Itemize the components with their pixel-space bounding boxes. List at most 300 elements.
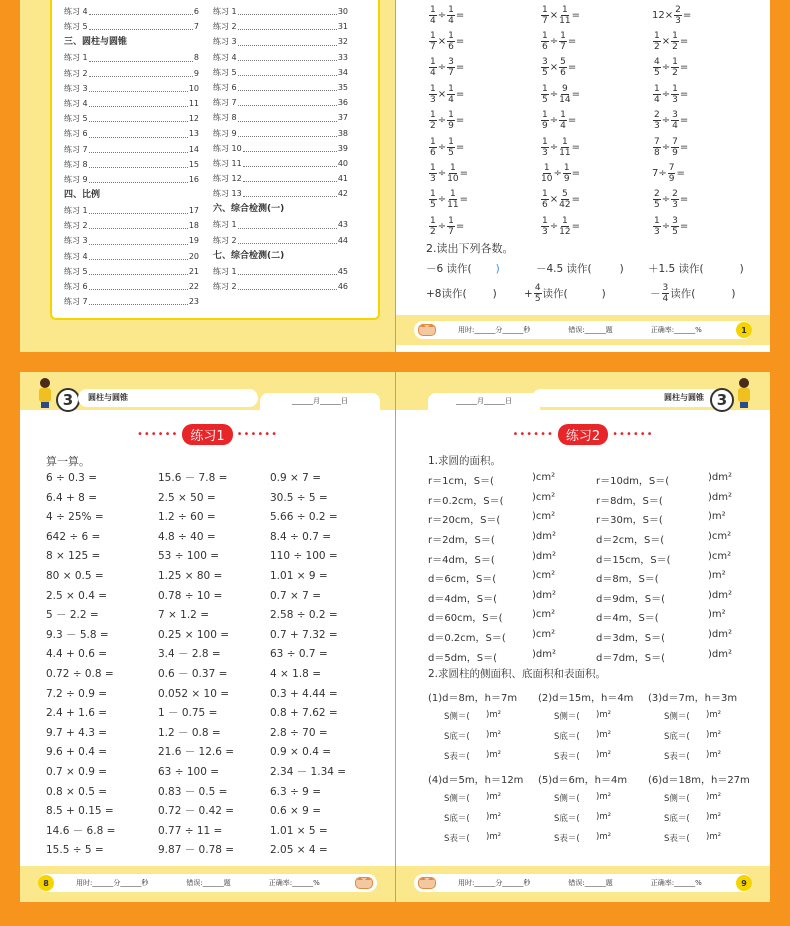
toc-leader-dots [89,4,193,15]
page-1 [396,0,770,352]
area-item-right [596,492,732,507]
toc-entry-label: 练习 2 [213,282,237,291]
denominator: 6 [542,200,548,211]
toc-leader-dots [238,65,337,76]
area-prompt: d＝60cm，S＝( [428,613,503,625]
footer-bar-page-9: 用时:______分______秒 错误:______题 正确率:______% 9 [396,866,770,902]
area-item-right [596,609,726,624]
surface-label: S底＝( [554,732,580,742]
toc-row [64,96,199,111]
denominator: 11 [447,200,459,211]
fraction-row [428,28,758,54]
numerator: 3 [448,57,454,68]
surface-unit: )m² [706,832,722,842]
numerator: 1 [542,110,548,121]
denominator: 3 [430,174,436,185]
denominator: 3 [672,94,678,105]
cylinder-group-2 [428,768,758,848]
calc-expression: 4.4 + 0.6 = [46,648,108,661]
girl-icon [38,378,52,408]
fraction-expression [428,31,540,52]
numerator: 7 [668,163,675,174]
toc-leader-dots [89,279,188,290]
area-prompt: r＝0.2cm，S＝( [428,495,504,507]
footer-bar-page-8: 8 用时:______分______秒 错误:______题 正确率:______% [20,866,395,902]
operator: = [571,168,580,180]
fraction [671,110,679,131]
toc-leader-dots [89,96,188,107]
toc-entry-label: 练习 5 [64,266,88,276]
area-unit: )dm² [532,550,556,562]
cylinder-conditions [428,768,758,788]
operator: = [455,88,465,100]
operator: = [679,194,689,206]
numerator: 2 [654,110,660,121]
fraction-expression [540,216,652,237]
toc-row [64,111,199,126]
cylinder-condition: (3)d＝7m，h＝3m [648,692,738,704]
area-item-left [428,551,596,566]
area-unit: )cm² [532,570,556,582]
operator: ÷ [553,168,562,180]
calc-expression: 2.4 + 1.6 = [46,707,108,720]
fraction [447,163,458,184]
area-unit: )m² [708,570,726,582]
surface-label: S底＝( [664,732,690,742]
cylinder-group-1 [428,686,758,766]
calc-expression: 5.66 ÷ 0.2 = [270,511,338,524]
area-item-right [596,570,726,585]
denominator: 10 [447,174,459,185]
toc-entry-label: 练习 2 [64,221,88,231]
denominator: 11 [559,147,571,158]
fraction-row [428,213,758,239]
fraction [559,31,567,52]
area-item-left [428,629,596,644]
fraction [429,137,437,158]
numerator: 7 [672,136,678,147]
denominator: 5 [654,68,660,79]
denominator: 2 [654,42,660,53]
toc-page-number: 37 [337,113,348,123]
surface-label: S底＝( [664,814,690,824]
fraction [447,31,455,52]
calc-expression: 2.58 ÷ 0.2 = [270,609,338,622]
fraction [541,57,549,78]
numerator: 1 [561,136,568,147]
toc-row [64,294,199,309]
read-row-1: －6 读作( ) －4.5 读作( ) ＋1.5 读作( ) [426,263,744,275]
area-item-left [428,472,596,487]
surface-unit: )m² [486,812,502,822]
toc-row [213,4,348,19]
area-prompt: r＝20cm，S＝( [428,515,501,527]
fraction-row [428,134,758,160]
surface-unit: )m² [596,710,612,720]
denominator: 4 [430,68,436,79]
area-item-left [428,609,596,624]
toc-entry-label: 练习 8 [213,113,237,123]
toc-panel [50,0,380,320]
calc-expression: 0.9 × 7 = [270,472,321,484]
surface-unit: )m² [706,792,722,802]
operator: = [455,220,465,232]
fraction-expression [540,189,652,210]
numerator: 1 [430,163,436,174]
cylinder-condition: (4)d＝5m，h＝12m [428,774,524,786]
toc-section-heading: 四、比例 [64,190,101,201]
toc-entry-label: 练习 1 [213,7,237,16]
area-prompt: d＝15cm，S＝( [596,554,671,566]
calc-expression: 2.5 × 0.4 = [46,589,108,602]
cylinder-answer [428,710,538,722]
operator: = [679,220,689,232]
cat-icon [418,324,436,336]
toc-row [64,66,199,81]
page-9 [396,372,770,902]
calc-expression: 1.2 － 0.8 = [158,726,221,739]
fraction [447,110,455,131]
toc-entry-label: 练习 4 [213,52,237,62]
toc-leader-dots [89,249,188,260]
fraction [671,57,679,78]
operator: = [455,62,465,74]
area-item-left [428,649,596,664]
operator: = [459,194,468,206]
toc-row [64,126,199,141]
toc-row [64,157,199,172]
toc-section-heading: 六、综合检测(一) [213,204,285,215]
page-8 [20,372,395,902]
area-prompt: d＝7dm，S＝( [596,652,666,664]
fraction [429,110,437,131]
fraction [429,5,437,26]
calc-expression: 0.83 － 0.5 = [158,785,228,798]
area-unit: )dm² [708,472,732,484]
numerator: 2 [654,189,660,200]
fraction [653,189,661,210]
numerator: 1 [560,31,566,42]
surface-unit: )m² [486,832,502,842]
fraction [541,110,549,131]
calc-expression: 8 × 125 = [46,550,101,563]
area-unit: )cm² [708,531,732,543]
cylinder-answer [428,750,538,762]
area-unit: )dm² [532,648,556,660]
denominator: 2 [672,42,678,53]
unit-badge: 3 [710,388,734,412]
fraction-expression [428,189,540,210]
area-prompt: d＝0.2cm，S＝( [428,633,506,645]
denominator: 7 [448,226,454,237]
operator: ÷ [437,220,447,232]
cylinder-condition: (6)d＝18m，h＝27m [648,774,750,786]
surface-label: S底＝( [444,732,470,742]
area-row [428,646,758,666]
operator: = [679,62,689,74]
denominator: 4 [672,121,678,132]
calc-expression: 6 ÷ 0.3 = [46,472,97,484]
operator: = [455,9,465,21]
numerator: 2 [675,4,681,15]
toc-leader-dots [238,279,337,290]
numerator: 1 [672,31,678,42]
toc-row [213,217,348,232]
numerator: 1 [542,189,548,200]
fraction [447,57,455,78]
denominator: 9 [668,174,675,185]
toc-entry-label: 练习 5 [213,67,237,77]
fraction-expression [428,137,540,158]
operator: ÷ [437,194,447,206]
denominator: 6 [542,42,548,53]
area-unit: )cm² [532,609,556,621]
toc-leader-dots [243,186,337,197]
calc-expression: 21.6 － 12.6 = [158,746,235,759]
calculation-grid [46,469,370,861]
area-unit: )dm² [708,491,732,503]
operator: ÷ [437,141,447,153]
surface-label: S侧＝( [664,712,690,722]
area-row [428,607,758,627]
area-prompt: r＝10dm，S＝( [596,476,670,488]
area-prompt: r＝30m，S＝( [596,515,663,527]
numerator: 1 [561,4,568,15]
numerator: 1 [449,189,456,200]
operator: ÷ [549,115,559,127]
fraction [559,216,570,237]
page-number: 1 [736,322,752,338]
area-prompt: d＝2cm，S＝( [596,535,665,547]
calc-expression: 2.34 － 1.34 = [270,765,347,778]
surface-label: S表＝( [554,834,580,844]
cylinder-answer-row [428,788,758,808]
numerator: 7 [654,136,660,147]
toc-page [20,0,395,352]
numerator: 5 [561,189,568,200]
read-row-2: +8读作( ) + $\frac{4}{5}$ 读作( ) － $\frac{3}{4}$ 读作( ) [426,283,736,304]
area-prompt: d＝5dm，S＝( [428,652,498,664]
calc-expression: 80 × 0.5 = [46,569,104,582]
denominator: 5 [542,94,548,105]
area-unit: )dm² [708,629,732,641]
calc-expression: 8.5 + 0.15 = [46,805,114,818]
operator: ÷ [437,9,447,21]
fraction-expression [652,84,752,105]
fraction-expression [540,137,652,158]
numerator: 4 [654,57,660,68]
surface-unit: )m² [596,812,612,822]
fraction-expression [540,31,652,52]
calc-expression: 9.7 + 4.3 = [46,726,108,739]
cylinder-answer [648,710,758,722]
numerator: 1 [561,215,568,226]
calc-expression: 4 ÷ 25% = [46,511,104,524]
toc-row [64,19,199,34]
operator: = [567,36,577,48]
denominator: 5 [448,147,454,158]
area-prompt: d＝6cm，S＝( [428,574,497,586]
toc-page-number: 46 [337,282,348,291]
area-item-right [596,649,732,664]
denominator: 4 [654,94,660,105]
operator: ÷ [661,88,671,100]
cylinder-answer-row [428,726,758,746]
surface-unit: )m² [706,730,722,740]
area-item-right [596,551,731,566]
operator: = [455,36,465,48]
numerator: 1 [654,31,660,42]
fraction-expression [652,110,752,131]
calc-expression: 8.4 ÷ 0.7 = [270,530,332,543]
toc-leader-dots [89,264,188,275]
fraction-row [428,2,758,28]
cat-icon [355,877,373,889]
fraction [541,84,549,105]
operator: = [455,141,465,153]
operator: × [549,62,559,74]
numerator: 1 [672,83,678,94]
numerator: 1 [542,4,548,15]
cylinder-answer [648,832,758,844]
numerator: 1 [448,83,454,94]
fraction [559,110,567,131]
toc-entry-label: 练习 13 [213,189,242,199]
calc-expression: 2.05 × 4 = [270,844,328,857]
operator: = [571,220,580,232]
fraction-exercises [428,2,758,240]
toc-page-number: 9 [193,68,199,78]
toc-section-heading: 七、综合检测(二) [213,250,285,261]
toc-entry-label: 练习 8 [64,159,88,169]
cylinder-answer [538,812,648,824]
fraction [653,137,661,158]
operator: = [679,141,689,153]
calc-expression: 1.01 × 9 = [270,569,328,582]
area-item-left [428,492,596,507]
toc-entry-label: 练习 6 [64,129,88,139]
toc-leader-dots [89,294,188,305]
denominator: 6 [560,68,566,79]
surface-label: S表＝( [554,752,580,762]
surface-unit: )m² [596,750,612,760]
fraction-expression [428,163,540,184]
fraction [653,216,661,237]
cylinder-answer [648,812,758,824]
numerator: 9 [561,83,568,94]
page-number: 8 [38,875,54,891]
area-unit: )cm² [532,511,556,523]
surface-unit: )m² [596,832,612,842]
toc-row [64,4,199,19]
toc-entry-label: 练习 2 [213,235,237,245]
operator: × [437,88,447,100]
toc-leader-dots [89,19,193,30]
toc-entry-label: 练习 4 [64,7,88,16]
toc-leader-dots [89,172,188,183]
toc-entry-label: 练习 12 [213,174,242,184]
cylinder-answer-row [428,746,758,766]
area-item-left [428,570,596,585]
numerator: 1 [430,31,436,42]
toc-entry-label: 练习 5 [64,114,88,124]
toc-page-number: 13 [188,129,199,139]
toc-row [213,264,348,279]
fraction-row [428,187,758,213]
calc-expression: 14.6 － 6.8 = [46,824,116,837]
surface-unit: )m² [486,730,502,740]
area-prompt: d＝4dm，S＝( [428,593,498,605]
denominator: 11 [559,15,571,26]
calc-expression: 7.2 ÷ 0.9 = [46,687,108,700]
fraction [447,137,455,158]
area-row [428,548,758,568]
numerator: 3 [672,215,678,226]
toc-page-number: 42 [337,189,348,199]
toc-entry-label: 练习 1 [213,266,237,276]
toc-page-number: 20 [188,251,199,261]
toc-row [64,218,199,233]
operator: ÷ [661,220,671,232]
fraction [559,84,570,105]
area-row [428,509,758,529]
fraction [429,163,437,184]
toc-leader-dots [89,218,188,229]
toc-page-number: 23 [188,297,199,307]
cylinder-answer-row [428,828,758,848]
operator: = [459,168,468,180]
calc-expression: 3.4 － 2.8 = [158,648,221,661]
cylinder-answer [428,792,538,804]
fraction-expression [652,216,752,237]
fraction [541,189,549,210]
toc-page-number: 40 [337,158,348,168]
operator: = [676,168,685,180]
denominator: 3 [675,15,681,26]
fraction-row [428,55,758,81]
fraction [429,189,437,210]
numerator: 1 [449,163,456,174]
toc-page-number: 43 [337,220,348,230]
cylinder-answer [648,730,758,742]
circle-area-list [428,470,758,666]
area-unit: )dm² [708,648,732,660]
toc-row [213,156,348,171]
toc-entry-label: 练习 10 [213,143,242,153]
fraction [653,84,661,105]
fraction-expression [652,5,752,26]
area-unit: )cm² [532,472,556,484]
cylinder-answer [648,750,758,762]
surface-unit: )m² [706,750,722,760]
surface-label: S侧＝( [554,794,580,804]
cylinder-answer [538,730,648,742]
fraction-expression [652,57,752,78]
toc-page-number: 22 [188,282,199,291]
calc-expression: 0.8 + 7.62 = [270,707,338,720]
calc-expression: 0.052 × 10 = [158,687,230,700]
area-unit: )dm² [532,589,556,601]
denominator: 3 [654,121,660,132]
toc-entry-label: 练习 1 [64,206,88,216]
toc-leader-dots [89,142,188,153]
operator: = [571,88,580,100]
unit-badge: 3 [56,388,80,412]
toc-row [213,50,348,65]
numerator: 2 [672,189,678,200]
numerator: 1 [542,83,548,94]
calc-expression: 9.3 － 5.8 = [46,628,109,641]
